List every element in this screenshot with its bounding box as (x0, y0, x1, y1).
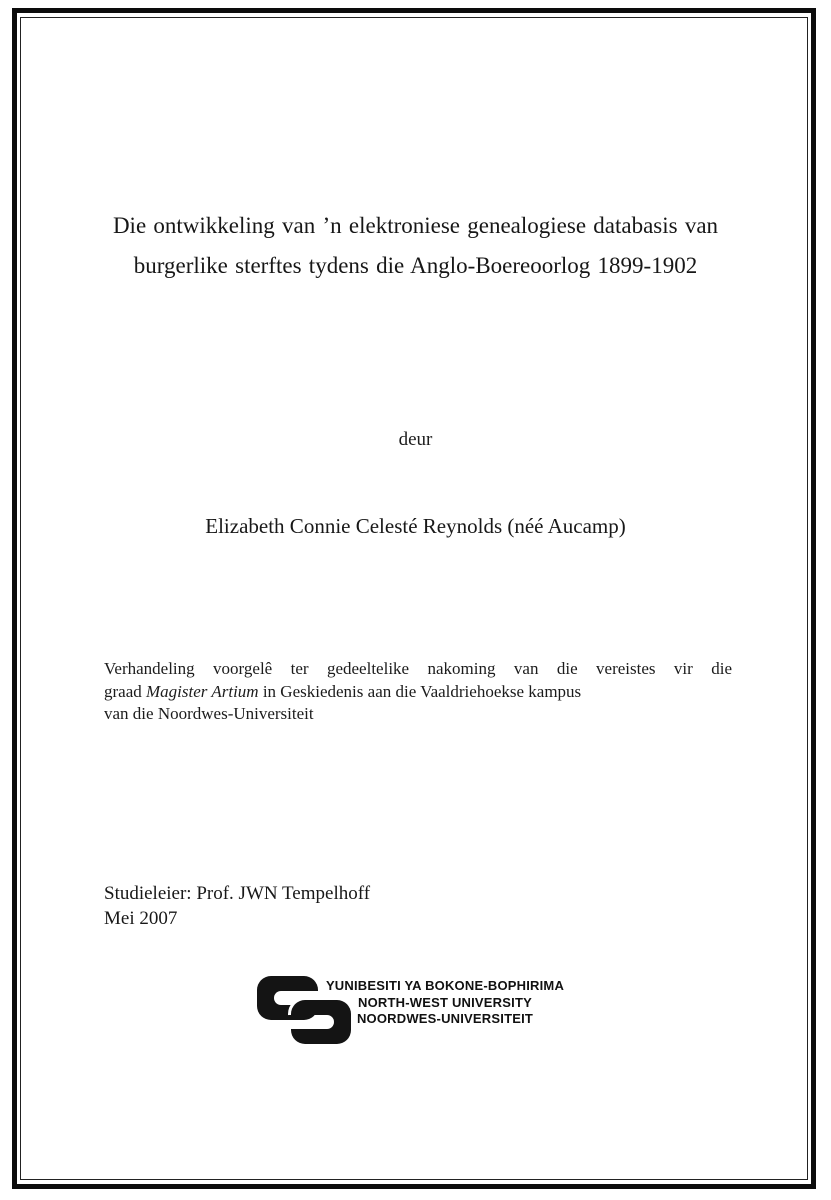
statement-line-1: Verhandeling voorgelê ter gedeeltelike nakoming van die vereistes vir die (104, 659, 732, 678)
degree-name: Magister Artium (146, 681, 259, 701)
submission-statement (104, 658, 732, 726)
statement-line-3: van die Noordwes-Universiteit (104, 704, 314, 723)
thesis-title-line-1: Die ontwikkeling van ’n elektroniese genealogiese databasis van (112, 213, 719, 238)
supervisor-line: Studieleier: Prof. JWN Tempelhoff (104, 883, 371, 904)
thesis-title (40, 206, 791, 286)
date-line: Mei 2007 (104, 908, 178, 929)
nwu-name-english: NORTH-WEST UNIVERSITY (358, 994, 532, 1010)
thesis-title-line-2: burgerlike sterftes tydens die Anglo-Boereoorlog 1899-1902 (133, 253, 698, 278)
statement-line-2 (104, 681, 732, 704)
nwu-logo (257, 976, 577, 1048)
statement-line-2-suffix: in Geskiedenis aan die Vaaldriehoekse kampus (258, 681, 582, 701)
nwu-name-afrikaans: NOORDWES-UNIVERSITEIT (356, 1011, 534, 1026)
byline-deur: deur (398, 429, 433, 450)
nwu-name-setswana: YUNIBESITI YA BOKONE-BOPHIRIMA (325, 978, 565, 993)
nwu-wordmark (315, 978, 575, 1028)
statement-line-2-prefix: graad (104, 681, 147, 701)
author-name: Elizabeth Connie Celesté Reynolds (néé Aucamp) (205, 514, 626, 538)
supervisor-date-block (104, 881, 370, 931)
